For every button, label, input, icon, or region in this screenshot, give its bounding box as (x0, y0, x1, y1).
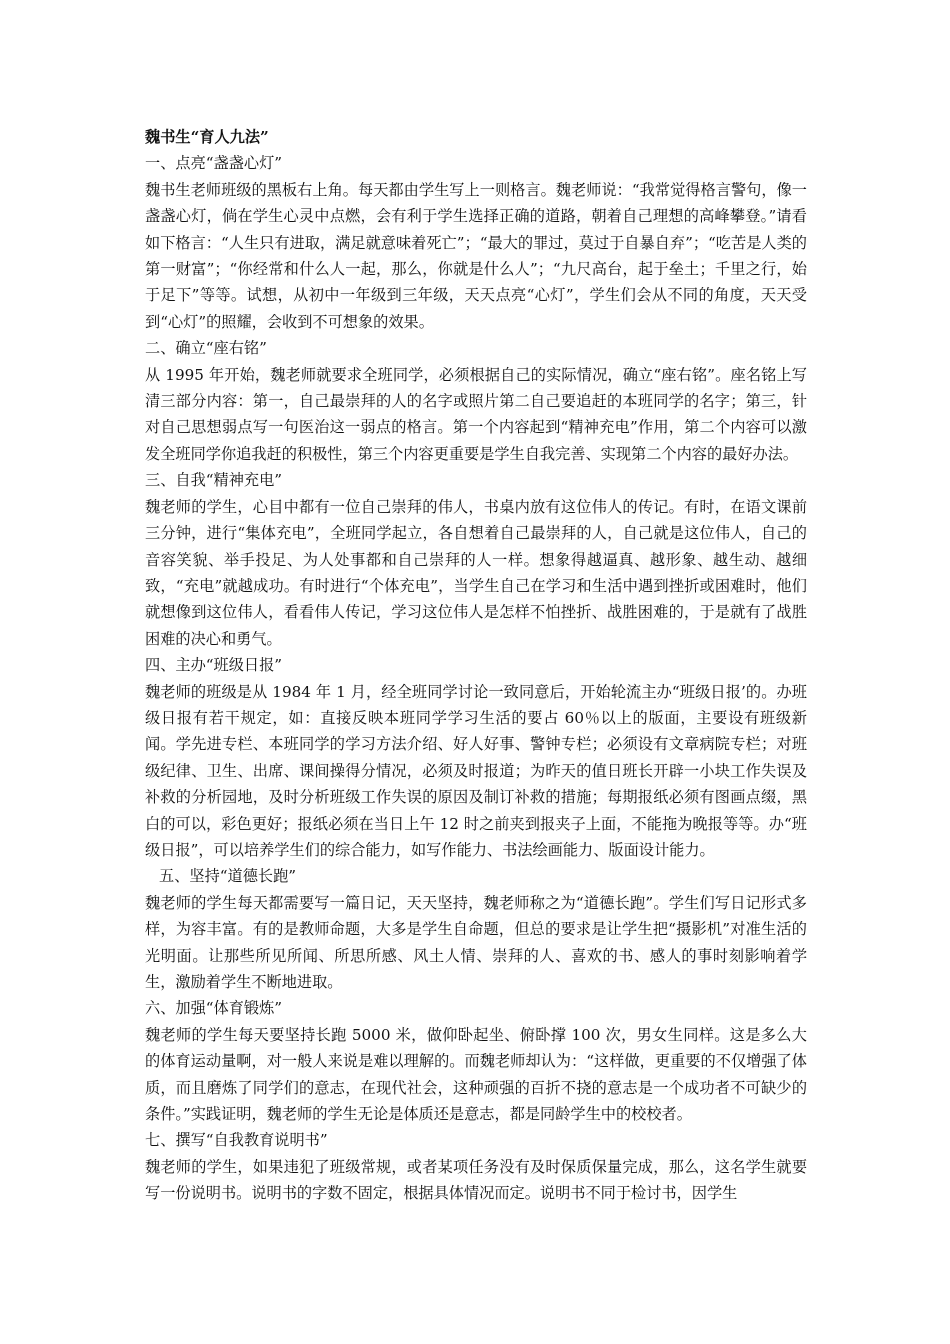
section-body-2: 从 1995 年开始，魏老师就要求全班同学，必须根据自己的实际情况，确立“座右铭”。座名铭上写清三部分内容：第一，自己最崇拜的人的名字或照片第二自己要追赶的本班同学的名字；第三，针对自己思想弱点写一句医治这一弱点的格言。第一个内容起到“精神充电”作用，第二个内容可以激发全班同学你追我赶的积极性，第三个内容更重要是学生自我完善、实现第二个内容的最好办法。 (145, 365, 807, 463)
section-heading-7: 七、撰写“自我教育说明书” (145, 1131, 328, 1150)
section-heading-2: 二、确立“座右铭” (145, 339, 267, 358)
section-body-4: 魏老师的班级是从 1984 年 1 月，经全班同学讨论一致同意后，开始轮流主办“班级日报’的。办班级日报有若干规定，如：直接反映本班同学学习生活的要占 60％以上的版面，主要设有班级新闻。学先进专栏、本班同学的学习方法介绍、好人好事、警钟专栏；必须设有文章病院专栏；对班级纪律、卫生、出席、课间操得分情况，必须及时报道；为昨天的值日班长开辟一小块工作失误及补救的分析园地，及时分析班级工作失误的原因及制订补救的措施；每期报纸必须有图画点缀，黑白的可以，彩色更好；报纸必须在当日上午 12 时之前夹到报夹子上面，不能拖为晚报等等。办“班级日报”，可以培养学生们的综合能力，如写作能力、书法绘画能力、版面设计能力。 (145, 682, 807, 859)
section-body-3: 魏老师的学生，心目中都有一位自己崇拜的伟人，书桌内放有这位伟人的传记。有时，在语文课前三分钟，进行“集体充电”，全班同学起立，各自想着自己最崇拜的人，自己就是这位伟人，自己的音容笑貌、举手投足、为人处事都和自己崇拜的人一样。想象得越逼真、越形象、越生动、越细致，“充电”就越成功。有时进行“个体充电”，当学生自己在学习和生活中遇到挫折或困难时，他们就想像到这位伟人，看看伟人传记，学习这位伟人是怎样不怕挫折、战胜困难的，于是就有了战胜困难的决心和勇气。 (145, 497, 807, 648)
document-title: 魏书生“育人九法” (145, 128, 269, 146)
section-heading-4: 四、主办“班级日报” (145, 656, 283, 675)
section-heading-1: 一、点亮“盏盏心灯” (145, 154, 283, 173)
section-body-7: 魏老师的学生，如果违犯了班级常规，或者某项任务没有及时保质保量完成，那么，这名学生就要写一份说明书。说明书的字数不固定，根据具体情况而定。说明书不同于检讨书，因学生 (145, 1157, 807, 1203)
section-heading-6: 六、加强“体育锻炼” (145, 999, 283, 1018)
section-body-6: 魏老师的学生每天要坚持长跑 5000 米，做仰卧起坐、俯卧撑 100 次，男女生同样。这是多么大的体育运动量啊，对一般人来说是难以理解的。而魏老师却认为：“这样做，更重要的不仅增强了体质，而且磨炼了同学们的意志，在现代社会，这种顽强的百折不挠的意志是一个成功者不可缺少的条件。”实践证明，魏老师的学生无论是体质还是意志，都是同龄学生中的校校者。 (145, 1025, 807, 1124)
section-heading-5: 五、坚持“道德长跑” (159, 867, 297, 886)
section-body-1: 魏书生老师班级的黑板右上角。每天都由学生写上一则格言。魏老师说：“我常觉得格言警句，像一盏盏心灯，倘在学生心灵中点燃，会有利于学生选择正确的道路，朝着自己理想的高峰攀登。”请看如下格言：“人生只有进取，满足就意味着死亡”；“最大的罪过，莫过于自暴自弃”；“吃苦是人类的第一财富”；“你经常和什么人一起，那么，你就是什么人”；“九尺高台，起于垒土；千里之行，始于足下”等等。试想，从初中一年级到三年级，天天点亮“心灯”，学生们会从不同的角度，天天受到“心灯”的照耀，会收到不可想象的效果。 (145, 180, 807, 331)
document-page (145, 124, 807, 1207)
section-heading-3: 三、自我“精神充电” (145, 471, 283, 490)
section-body-5: 魏老师的学生每天都需要写一篇日记，天天坚持，魏老师称之为“道德长跑”。学生们写日记形式多样，为容丰富。有的是教师命题，大多是学生自命题，但总的要求是让学生把“摄影机”对准生活的光明面。让那些所见所闻、所思所感、风土人情、崇拜的人、喜欢的书、感人的事时刻影响着学生，激励着学生不断地进取。 (145, 893, 807, 991)
